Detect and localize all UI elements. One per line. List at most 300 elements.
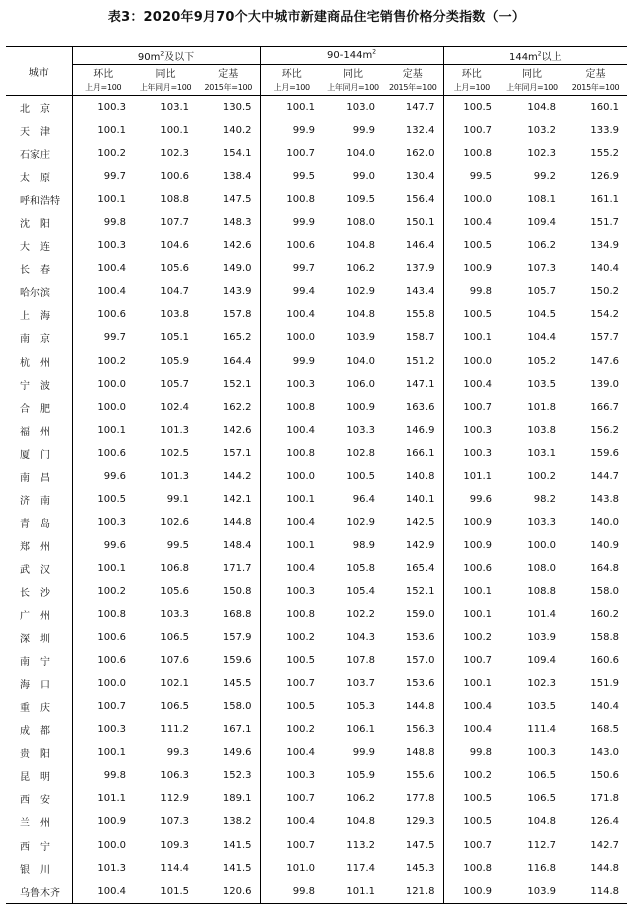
value-cell: 100.7	[286, 678, 316, 690]
value-cell: 114.8	[590, 885, 620, 897]
base-header-2015: 2015年=100	[383, 80, 443, 96]
value-cell: 154.1	[197, 142, 260, 165]
value-cell: 108.8	[160, 194, 189, 206]
value-cell: 130.4	[383, 165, 443, 188]
group-header-90-below: $90m^2$及以下	[72, 47, 260, 65]
city-name-cell: 广 州	[6, 603, 72, 626]
value-cell: 100.9	[463, 263, 493, 275]
value-cell: 103.9	[346, 332, 376, 344]
value-cell: 107.3	[160, 816, 189, 828]
value-cell: 100.1	[286, 493, 316, 505]
value-cell: 100.1	[97, 562, 126, 574]
city-name-cell: 合 肥	[6, 396, 72, 419]
value-cell: 157.8	[197, 303, 260, 326]
value-cell: 100.4	[97, 263, 126, 275]
value-cell: 104.7	[160, 286, 189, 298]
city-name-cell: 乌鲁木齐	[6, 880, 72, 904]
value-cell: 100.3	[527, 747, 557, 759]
value-cell: 107.8	[346, 655, 376, 667]
table-row	[6, 280, 627, 303]
value-cell: 103.5	[527, 701, 557, 713]
table-row	[6, 857, 627, 880]
value-cell: 162.0	[383, 142, 443, 165]
table-row	[6, 488, 627, 511]
value-cell: 104.0	[346, 148, 376, 160]
metric-header-fixed-base: 定基	[383, 65, 443, 81]
value-cell: 167.1	[197, 718, 260, 741]
value-cell: 99.8	[292, 885, 316, 897]
city-name-cell: 福 州	[6, 419, 72, 442]
table-row	[6, 373, 627, 396]
table-row	[6, 419, 627, 442]
table-row	[6, 442, 627, 465]
value-cell: 99.9	[352, 747, 376, 759]
value-cell: 100.0	[527, 539, 557, 551]
value-cell: 137.9	[383, 257, 443, 280]
value-cell: 116.8	[527, 862, 557, 874]
value-cell: 105.6	[160, 263, 189, 275]
value-cell: 150.2	[590, 286, 620, 298]
city-name-cell: 银 川	[6, 857, 72, 880]
city-name-cell: 武 汉	[6, 557, 72, 580]
value-cell: 103.7	[346, 678, 376, 690]
value-cell: 100.6	[97, 309, 126, 321]
value-cell: 159.6	[590, 447, 620, 459]
value-cell: 146.9	[383, 419, 443, 442]
value-cell: 99.2	[533, 171, 557, 183]
city-name-cell: 海 口	[6, 672, 72, 695]
value-cell: 164.4	[197, 350, 260, 373]
value-cell: 106.5	[160, 632, 189, 644]
value-cell: 142.6	[197, 234, 260, 257]
value-cell: 103.5	[527, 378, 557, 390]
value-cell: 105.4	[346, 586, 376, 597]
value-cell: 101.3	[97, 862, 126, 874]
value-cell: 147.1	[383, 373, 443, 396]
value-cell: 168.8	[197, 603, 260, 626]
value-cell: 147.5	[383, 834, 443, 857]
table-row	[6, 764, 627, 787]
value-cell: 151.2	[383, 350, 443, 373]
price-index-table	[6, 46, 627, 904]
value-cell: 99.6	[469, 493, 493, 505]
value-cell: 109.4	[527, 217, 557, 229]
value-cell: 105.9	[160, 355, 189, 367]
value-cell: 100.4	[97, 286, 126, 298]
city-name-cell: 厦 门	[6, 442, 72, 465]
value-cell: 106.2	[527, 240, 557, 252]
city-name-cell: 沈 阳	[6, 211, 72, 234]
value-cell: 177.8	[383, 787, 443, 810]
value-cell: 154.2	[590, 309, 620, 321]
value-cell: 100.6	[286, 240, 316, 252]
value-cell: 113.2	[346, 839, 376, 851]
value-cell: 100.4	[286, 562, 316, 574]
value-cell: 100.4	[463, 701, 493, 713]
table-row	[6, 396, 627, 419]
value-cell: 153.6	[383, 626, 443, 649]
value-cell: 99.7	[292, 263, 316, 275]
value-cell: 99.8	[469, 747, 493, 759]
value-cell: 171.8	[590, 793, 620, 805]
value-cell: 143.0	[590, 747, 620, 759]
value-cell: 126.4	[590, 816, 620, 828]
value-cell: 100.3	[97, 240, 126, 252]
value-cell: 157.7	[590, 332, 620, 344]
table-row	[6, 557, 627, 580]
value-cell: 101.3	[160, 470, 189, 482]
value-cell: 149.0	[197, 257, 260, 280]
value-cell: 100.0	[97, 678, 126, 690]
table-row	[6, 580, 627, 603]
value-cell: 101.1	[97, 793, 126, 805]
value-cell: 100.4	[286, 816, 316, 828]
value-cell: 140.0	[590, 516, 620, 528]
table-row	[6, 96, 627, 120]
value-cell: 100.4	[463, 378, 493, 390]
value-cell: 100.0	[463, 355, 493, 367]
value-cell: 158.0	[590, 586, 620, 597]
value-cell: 100.3	[463, 447, 493, 459]
value-cell: 143.4	[383, 280, 443, 303]
value-cell: 100.4	[463, 217, 493, 229]
city-name-cell: 哈尔滨	[6, 280, 72, 303]
value-cell: 102.9	[346, 286, 376, 298]
value-cell: 98.2	[533, 493, 557, 505]
value-cell: 149.6	[197, 741, 260, 764]
value-cell: 100.2	[97, 586, 126, 597]
value-cell: 103.3	[160, 609, 189, 621]
value-cell: 103.0	[346, 102, 376, 114]
value-cell: 99.8	[103, 770, 126, 782]
value-cell: 100.7	[286, 793, 316, 805]
value-cell: 102.5	[160, 447, 189, 459]
value-cell: 99.8	[469, 286, 493, 298]
city-name-cell: 呼和浩特	[6, 188, 72, 211]
value-cell: 99.0	[352, 171, 376, 183]
table-row	[6, 787, 627, 810]
value-cell: 138.2	[197, 810, 260, 833]
value-cell: 100.6	[160, 171, 189, 183]
value-cell: 105.1	[160, 332, 189, 344]
value-cell: 100.6	[97, 447, 126, 459]
city-name-cell: 南 京	[6, 326, 72, 349]
value-cell: 99.5	[469, 171, 493, 183]
value-cell: 104.0	[346, 355, 376, 367]
value-cell: 100.2	[97, 355, 126, 367]
value-cell: 100.2	[286, 724, 316, 736]
table-row	[6, 741, 627, 764]
table-row	[6, 626, 627, 649]
value-cell: 100.3	[286, 378, 316, 390]
value-cell: 100.5	[286, 701, 316, 713]
value-cell: 101.1	[463, 470, 493, 482]
value-cell: 100.8	[286, 194, 316, 206]
value-cell: 165.4	[383, 557, 443, 580]
value-cell: 108.0	[527, 562, 557, 574]
value-cell: 102.2	[346, 609, 376, 621]
value-cell: 100.2	[286, 632, 316, 644]
value-cell: 99.9	[292, 217, 316, 229]
value-cell: 100.1	[97, 424, 126, 436]
value-cell: 100.1	[286, 102, 316, 114]
value-cell: 100.8	[286, 447, 316, 459]
value-cell: 98.9	[352, 539, 376, 551]
value-cell: 107.6	[160, 655, 189, 667]
city-name-cell: 大 连	[6, 234, 72, 257]
value-cell: 104.8	[527, 102, 557, 114]
city-name-cell: 重 庆	[6, 695, 72, 718]
value-cell: 100.3	[286, 586, 316, 597]
value-cell: 100.3	[97, 724, 126, 736]
value-cell: 100.4	[286, 516, 316, 528]
value-cell: 155.8	[383, 303, 443, 326]
value-cell: 101.1	[346, 885, 376, 897]
value-cell: 147.6	[590, 355, 620, 367]
value-cell: 99.9	[292, 125, 316, 137]
value-cell: 104.8	[346, 309, 376, 321]
value-cell: 109.5	[346, 194, 376, 206]
value-cell: 100.2	[527, 470, 557, 482]
value-cell: 100.6	[463, 562, 493, 574]
value-cell: 112.9	[160, 793, 189, 805]
value-cell: 104.5	[527, 309, 557, 321]
value-cell: 152.1	[383, 580, 443, 603]
value-cell: 106.2	[346, 263, 376, 275]
value-cell: 158.7	[383, 326, 443, 349]
table-row	[6, 534, 627, 557]
value-cell: 132.4	[383, 119, 443, 142]
value-cell: 160.6	[590, 655, 620, 667]
value-cell: 100.8	[463, 148, 493, 160]
value-cell: 96.4	[352, 493, 376, 505]
value-cell: 105.7	[527, 286, 557, 298]
value-cell: 112.7	[527, 839, 557, 851]
table-row	[6, 511, 627, 534]
value-cell: 100.9	[346, 401, 376, 413]
value-cell: 156.4	[383, 188, 443, 211]
table-row	[6, 119, 627, 142]
value-cell: 99.8	[103, 217, 126, 229]
value-cell: 142.1	[197, 488, 260, 511]
base-header-2015: 2015年=100	[197, 80, 260, 96]
value-cell: 144.8	[590, 862, 620, 874]
table-row	[6, 211, 627, 234]
value-cell: 99.7	[103, 171, 126, 183]
table-header	[6, 47, 627, 96]
table-row	[6, 880, 627, 904]
value-cell: 140.8	[383, 465, 443, 488]
city-name-cell: 西 安	[6, 787, 72, 810]
value-cell: 100.0	[286, 470, 316, 482]
value-cell: 104.6	[160, 240, 189, 252]
table-title: 表3：2020年9月70个大中城市新建商品住宅销售价格分类指数（一）	[107, 10, 526, 25]
value-cell: 100.1	[463, 609, 493, 621]
value-cell: 126.9	[590, 171, 620, 183]
value-cell: 100.0	[97, 378, 126, 390]
value-cell: 156.2	[590, 424, 620, 436]
table-row	[6, 649, 627, 672]
value-cell: 100.7	[463, 655, 493, 667]
value-cell: 101.8	[527, 401, 557, 413]
value-cell: 155.6	[383, 764, 443, 787]
value-cell: 143.9	[197, 280, 260, 303]
value-cell: 100.9	[463, 539, 493, 551]
value-cell: 99.7	[103, 332, 126, 344]
value-cell: 140.4	[590, 263, 620, 275]
value-cell: 100.8	[97, 609, 126, 621]
city-name-cell: 西 宁	[6, 834, 72, 857]
value-cell: 151.9	[590, 678, 620, 690]
city-name-cell: 长 沙	[6, 580, 72, 603]
city-name-cell: 南 宁	[6, 649, 72, 672]
value-cell: 100.7	[97, 701, 126, 713]
metric-header-mom: 环比	[461, 69, 482, 80]
value-cell: 158.8	[590, 632, 620, 644]
value-cell: 100.4	[97, 885, 126, 897]
value-cell: 100.5	[97, 493, 126, 505]
value-cell: 100.5	[463, 793, 493, 805]
group-header-144-above: $144m^2$以上	[443, 47, 627, 65]
value-cell: 103.3	[346, 424, 376, 436]
value-cell: 107.7	[160, 217, 189, 229]
value-cell: 139.0	[590, 378, 620, 390]
value-cell: 100.7	[286, 148, 316, 160]
table-row	[6, 165, 627, 188]
value-cell: 100.7	[463, 401, 493, 413]
table-row	[6, 810, 627, 833]
value-cell: 148.8	[383, 741, 443, 764]
value-cell: 157.0	[383, 649, 443, 672]
base-header-same-month-last-year: 上年同月=100	[500, 80, 564, 96]
value-cell: 150.8	[197, 580, 260, 603]
value-cell: 168.5	[590, 724, 620, 736]
value-cell: 100.7	[286, 839, 316, 851]
value-cell: 147.7	[383, 96, 443, 120]
value-cell: 104.8	[527, 816, 557, 828]
value-cell: 105.7	[160, 378, 189, 390]
metric-header-mom: 环比	[281, 69, 302, 80]
table-row	[6, 603, 627, 626]
value-cell: 134.9	[590, 240, 620, 252]
value-cell: 102.3	[527, 148, 557, 160]
value-cell: 100.0	[463, 194, 493, 206]
city-name-cell: 北 京	[6, 96, 72, 120]
city-name-cell: 成 都	[6, 718, 72, 741]
city-name-cell: 昆 明	[6, 764, 72, 787]
value-cell: 100.8	[286, 401, 316, 413]
value-cell: 165.2	[197, 326, 260, 349]
value-cell: 150.6	[590, 770, 620, 782]
value-cell: 157.9	[197, 626, 260, 649]
value-cell: 100.3	[286, 770, 316, 782]
value-cell: 120.6	[197, 880, 260, 904]
value-cell: 100.9	[463, 885, 493, 897]
city-name-cell: 长 春	[6, 257, 72, 280]
value-cell: 152.1	[197, 373, 260, 396]
value-cell: 130.5	[197, 96, 260, 120]
value-cell: 105.9	[346, 770, 376, 782]
value-cell: 141.5	[197, 857, 260, 880]
table-row	[6, 350, 627, 373]
base-header-2015: 2015年=100	[564, 80, 627, 96]
value-cell: 106.1	[346, 724, 376, 736]
city-name-cell: 济 南	[6, 488, 72, 511]
value-cell: 100.8	[286, 609, 316, 621]
value-cell: 103.3	[527, 516, 557, 528]
value-cell: 150.1	[383, 211, 443, 234]
value-cell: 143.8	[590, 493, 620, 505]
value-cell: 101.5	[160, 885, 189, 897]
table-row	[6, 142, 627, 165]
value-cell: 129.3	[383, 810, 443, 833]
value-cell: 100.1	[97, 747, 126, 759]
city-name-cell: 石家庄	[6, 142, 72, 165]
value-cell: 100.6	[97, 655, 126, 667]
value-cell: 102.3	[160, 148, 189, 160]
value-cell: 107.3	[527, 263, 557, 275]
metric-header-mom: 环比	[93, 69, 114, 80]
value-cell: 157.1	[197, 442, 260, 465]
value-cell: 100.6	[97, 632, 126, 644]
value-cell: 121.8	[383, 880, 443, 904]
value-cell: 100.2	[463, 770, 493, 782]
table-row	[6, 257, 627, 280]
city-column-header: 城市	[6, 47, 72, 96]
value-cell: 100.4	[286, 424, 316, 436]
value-cell: 100.5	[463, 816, 493, 828]
value-cell: 106.5	[527, 793, 557, 805]
value-cell: 99.1	[166, 493, 189, 505]
base-header-last-month: 上月=100	[72, 80, 134, 96]
city-name-cell: 上 海	[6, 303, 72, 326]
value-cell: 104.4	[527, 332, 557, 344]
table-row	[6, 326, 627, 349]
value-cell: 189.1	[197, 787, 260, 810]
value-cell: 99.9	[292, 355, 316, 367]
value-cell: 100.0	[286, 332, 316, 344]
value-cell: 142.6	[197, 419, 260, 442]
value-cell: 147.5	[197, 188, 260, 211]
value-cell: 108.1	[527, 194, 557, 206]
city-name-cell: 太 原	[6, 165, 72, 188]
table-row	[6, 303, 627, 326]
value-cell: 100.9	[97, 816, 126, 828]
value-cell: 144.8	[197, 511, 260, 534]
value-cell: 114.4	[160, 862, 189, 874]
value-cell: 133.9	[590, 125, 620, 137]
value-cell: 100.1	[286, 539, 316, 551]
value-cell: 142.5	[383, 511, 443, 534]
value-cell: 101.4	[527, 609, 557, 621]
value-cell: 100.2	[97, 148, 126, 160]
value-cell: 100.5	[463, 309, 493, 321]
value-cell: 140.9	[590, 539, 620, 551]
value-cell: 100.1	[97, 194, 126, 206]
value-cell: 103.1	[527, 447, 557, 459]
value-cell: 102.1	[160, 678, 189, 690]
value-cell: 145.5	[197, 672, 260, 695]
value-cell: 99.5	[292, 171, 316, 183]
city-name-cell: 贵 阳	[6, 741, 72, 764]
value-cell: 106.5	[527, 770, 557, 782]
value-cell: 103.9	[527, 885, 557, 897]
value-cell: 138.4	[197, 165, 260, 188]
value-cell: 100.3	[97, 102, 126, 114]
value-cell: 100.8	[463, 862, 493, 874]
value-cell: 100.1	[463, 332, 493, 344]
value-cell: 111.4	[527, 724, 557, 736]
